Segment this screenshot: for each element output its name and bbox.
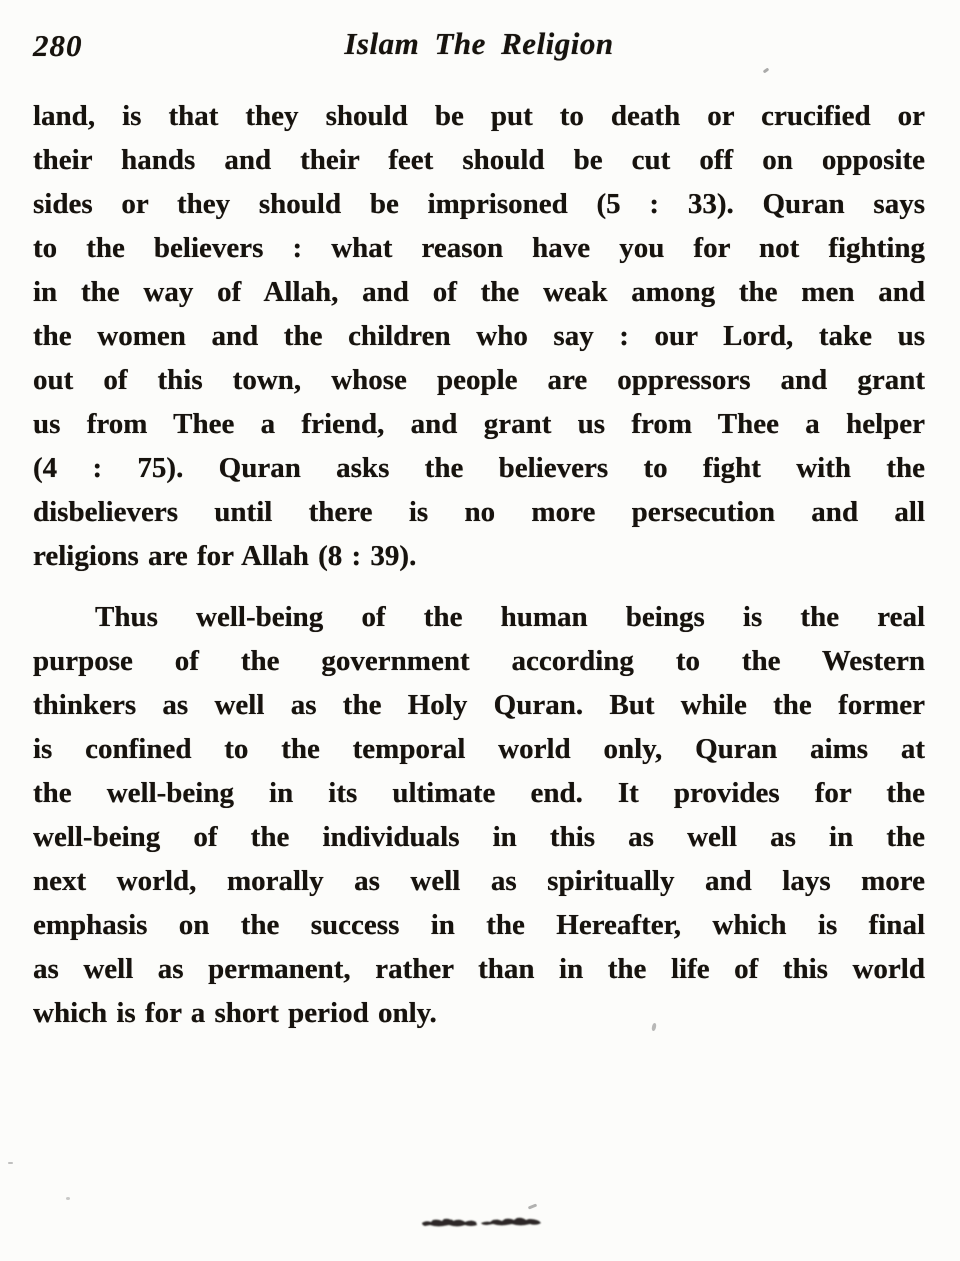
- page-body: [33, 94, 925, 1035]
- text-line: which is for a short period only.: [33, 997, 437, 1029]
- text-line: out of this town, whose people are oppressors and grant: [33, 364, 925, 396]
- text-line: to the believers : what reason have you for not fighting: [33, 232, 925, 264]
- text-line: sides or they should be imprisoned (5 : 33). Quran says: [33, 188, 925, 220]
- text-line: land, is that they should be put to death or crucified or: [33, 100, 925, 132]
- text-line: purpose of the government according to the Western: [33, 645, 925, 677]
- ink-speck: [66, 1197, 70, 1200]
- text-line: disbelievers until there is no more persecution and all: [33, 496, 925, 528]
- text-line: is confined to the temporal world only, Quran aims at: [33, 733, 925, 765]
- text-line: us from Thee a friend, and grant us from Thee a helper: [33, 408, 925, 440]
- paragraph: [33, 595, 925, 1035]
- text-line: their hands and their feet should be cut off on opposite: [33, 144, 925, 176]
- worn-ink-smudge-icon: [421, 1214, 543, 1232]
- page-number: 280: [33, 28, 83, 63]
- text-line: thinkers as well as the Holy Quran. But while the former: [33, 689, 925, 721]
- text-line: the well-being in its ultimate end. It provides for the: [33, 777, 925, 809]
- running-title: Islam The Religion: [344, 26, 614, 61]
- text-line: next world, morally as well as spiritually and lays more: [33, 865, 925, 897]
- paragraph: [33, 94, 925, 578]
- ink-speck: [528, 1203, 537, 1209]
- text-line: religions are for Allah (8 : 39).: [33, 540, 417, 572]
- text-line: the women and the children who say : our Lord, take us: [33, 320, 925, 352]
- text-line: in the way of Allah, and of the weak among the men and: [33, 276, 925, 308]
- text-line: emphasis on the success in the Hereafter, which is final: [33, 909, 925, 941]
- text-line: Thus well-being of the human beings is the real: [95, 601, 925, 633]
- ink-speck: [8, 1162, 13, 1164]
- text-line: well-being of the individuals in this as well as in the: [33, 821, 925, 853]
- text-line: as well as permanent, rather than in the life of this world: [33, 953, 925, 985]
- page-header: [33, 26, 925, 72]
- text-line: (4 : 75). Quran asks the believers to fight with the: [33, 452, 925, 484]
